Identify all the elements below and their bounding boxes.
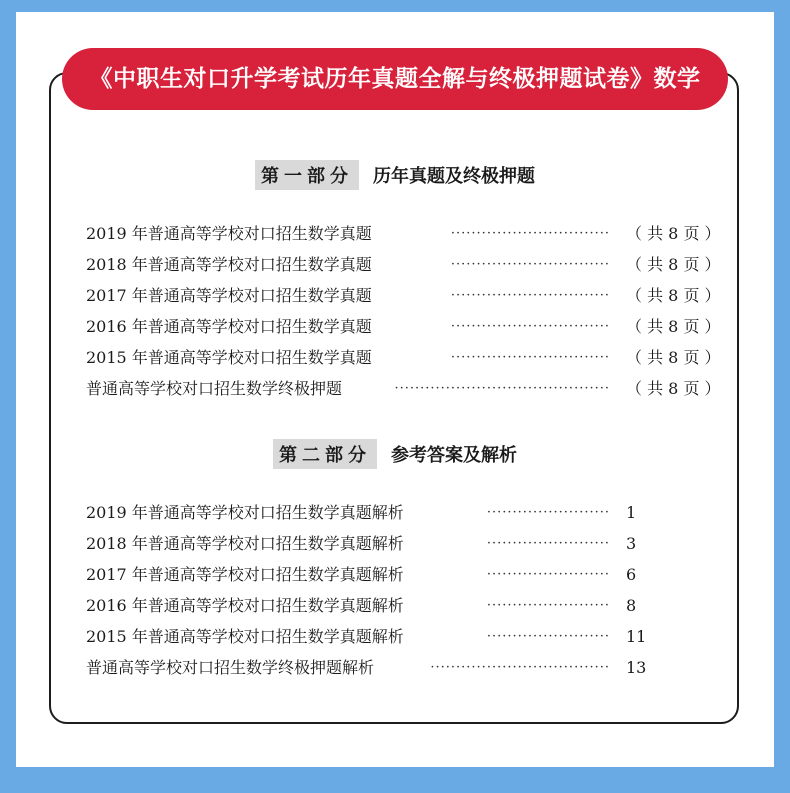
entry-page-number: 6 [626, 565, 637, 584]
leader-dots: ······························· [450, 257, 610, 272]
part-1-list [86, 222, 726, 408]
book-title-banner: 《中职生对口升学考试历年真题全解与终极押题试卷》数学 [62, 48, 728, 110]
toc-entry[interactable] [86, 532, 726, 563]
part-1-heading [0, 160, 790, 190]
leader-dots: ························ [486, 567, 610, 582]
entry-pages: （ 共 8 页 ） [626, 317, 721, 336]
entry-title: 2018 年普通高等学校对口招生数学真题解析 [86, 534, 404, 553]
entry-title: 2017 年普通高等学校对口招生数学真题 [86, 286, 372, 305]
entry-pages: （ 共 8 页 ） [626, 224, 721, 243]
entry-title: 2017 年普通高等学校对口招生数学真题解析 [86, 565, 404, 584]
toc-entry[interactable] [86, 222, 726, 253]
toc-entry[interactable] [86, 501, 726, 532]
entry-title: 2016 年普通高等学校对口招生数学真题 [86, 317, 372, 336]
entry-title: 普通高等学校对口招生数学终极押题解析 [86, 658, 375, 677]
entry-title: 2016 年普通高等学校对口招生数学真题解析 [86, 596, 404, 615]
leader-dots: ························ [486, 536, 610, 551]
leader-dots: ························ [486, 505, 610, 520]
entry-pages: （ 共 8 页 ） [626, 255, 721, 274]
leader-dots: ······························· [450, 288, 610, 303]
entry-title: 2019 年普通高等学校对口招生数学真题 [86, 224, 372, 243]
leader-dots: ··································· [430, 660, 610, 675]
leader-dots: ························ [486, 598, 610, 613]
leader-dots: ······························· [450, 350, 610, 365]
entry-pages: （ 共 8 页 ） [626, 379, 721, 398]
entry-page-number: 1 [626, 503, 637, 522]
part-2-title: 参考答案及解析 [391, 445, 517, 466]
toc-entry[interactable] [86, 315, 726, 346]
toc-entry[interactable] [86, 594, 726, 625]
leader-dots: ·········································· [394, 381, 610, 396]
entry-page-number: 8 [626, 596, 637, 615]
entry-title: 2015 年普通高等学校对口招生数学真题解析 [86, 627, 404, 646]
entry-title: 2019 年普通高等学校对口招生数学真题解析 [86, 503, 404, 522]
part-2-label: 第二部分 [273, 439, 377, 469]
toc-entry[interactable] [86, 625, 726, 656]
toc-entry[interactable] [86, 253, 726, 284]
part-1-title: 历年真题及终极押题 [373, 166, 535, 187]
leader-dots: ························ [486, 629, 610, 644]
toc-entry[interactable] [86, 346, 726, 377]
entry-pages: （ 共 8 页 ） [626, 286, 721, 305]
leader-dots: ······························· [450, 319, 610, 334]
leader-dots: ······························· [450, 226, 610, 241]
entry-page-number: 3 [626, 534, 637, 553]
toc-entry[interactable] [86, 377, 726, 408]
toc-entry[interactable] [86, 284, 726, 315]
toc-entry[interactable] [86, 563, 726, 594]
part-2-heading [0, 439, 790, 469]
entry-page-number: 11 [626, 627, 647, 646]
entry-title: 2018 年普通高等学校对口招生数学真题 [86, 255, 372, 274]
entry-title: 普通高等学校对口招生数学终极押题 [86, 379, 343, 398]
entry-title: 2015 年普通高等学校对口招生数学真题 [86, 348, 372, 367]
toc-entry[interactable] [86, 656, 726, 687]
entry-page-number: 13 [626, 658, 647, 677]
part-2-list [86, 501, 726, 687]
entry-pages: （ 共 8 页 ） [626, 348, 721, 367]
part-1-label: 第一部分 [255, 160, 359, 190]
